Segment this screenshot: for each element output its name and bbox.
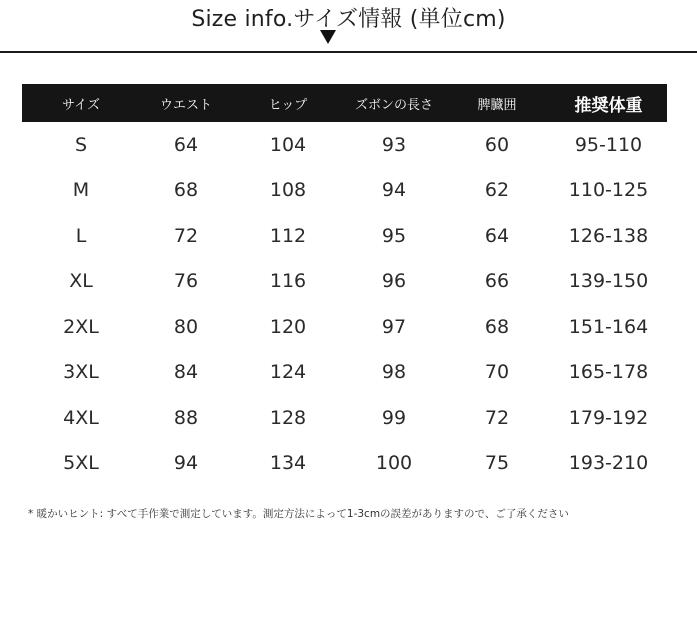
- table-cell: 68: [173, 179, 199, 202]
- table-cell: 64: [484, 224, 510, 247]
- table-row: [22, 122, 667, 168]
- table-cell: 75: [484, 452, 510, 475]
- table-cell: 60: [484, 133, 510, 156]
- table-row: [22, 213, 667, 259]
- table-cell: 72: [173, 224, 199, 247]
- table-cell: 124: [269, 361, 307, 384]
- header-waist: ウエスト: [159, 97, 212, 113]
- table-cell: 165-178: [568, 361, 649, 384]
- table-cell: 95: [381, 224, 407, 247]
- table-cell: 126-138: [568, 224, 649, 247]
- table-row: [22, 441, 667, 487]
- table-cell: 4XL: [63, 406, 99, 429]
- table-row: [22, 395, 667, 441]
- table-cell: 128: [269, 406, 307, 429]
- table-cell: L: [75, 224, 87, 247]
- table-cell: 96: [381, 270, 407, 293]
- table-cell: 76: [173, 270, 199, 293]
- table-body: [22, 122, 667, 486]
- table-row: [22, 168, 667, 214]
- table-cell: XL: [69, 270, 93, 293]
- table-cell: 88: [173, 406, 199, 429]
- table-cell: 112: [269, 224, 307, 247]
- table-cell: 108: [269, 179, 307, 202]
- table-cell: 97: [381, 315, 407, 338]
- table-cell: 110-125: [568, 179, 649, 202]
- table-cell: 70: [484, 361, 510, 384]
- size-table: [22, 84, 667, 486]
- table-row: [22, 304, 667, 350]
- table-cell: 134: [269, 452, 307, 475]
- table-cell: 120: [269, 315, 307, 338]
- table-cell: 72: [484, 406, 510, 429]
- header-hip: ヒップ: [268, 97, 308, 113]
- table-cell: 3XL: [63, 361, 99, 384]
- header-thigh: 脾臓囲: [477, 97, 517, 113]
- table-cell: 151-164: [568, 315, 649, 338]
- table-cell: 104: [269, 133, 307, 156]
- table-row: [22, 350, 667, 396]
- table-cell: 64: [173, 133, 199, 156]
- table-cell: 62: [484, 179, 510, 202]
- table-cell: 80: [173, 315, 199, 338]
- table-cell: M: [72, 179, 90, 202]
- table-cell: 2XL: [63, 315, 99, 338]
- table-cell: 94: [381, 179, 407, 202]
- footnote: * 暖かいヒント: すべて手作業で測定しています。測定方法によって1-3cmの誤差がありますので、ご了承ください: [28, 508, 569, 520]
- page-title: Size info.サイズ情報 (単位cm): [191, 7, 506, 32]
- table-cell: 68: [484, 315, 510, 338]
- table-cell: 100: [375, 452, 413, 475]
- table-cell: 5XL: [63, 452, 99, 475]
- table-cell: 116: [269, 270, 307, 293]
- table-cell: 84: [173, 361, 199, 384]
- divider: [0, 51, 697, 53]
- table-cell: 94: [173, 452, 199, 475]
- table-header: [22, 84, 667, 122]
- header-pants-length: ズボンの長さ: [354, 97, 433, 113]
- header-recommended-weight: 推奨体重: [574, 95, 643, 116]
- table-cell: 139-150: [568, 270, 649, 293]
- table-cell: 93: [381, 133, 407, 156]
- table-cell: 95-110: [574, 133, 643, 156]
- table-cell: 179-192: [568, 406, 649, 429]
- table-cell: 193-210: [568, 452, 649, 475]
- down-arrow-icon: [320, 30, 336, 44]
- table-cell: 98: [381, 361, 407, 384]
- table-row: [22, 259, 667, 305]
- table-cell: 99: [381, 406, 407, 429]
- table-cell: S: [74, 133, 88, 156]
- table-cell: 66: [484, 270, 510, 293]
- header-size: サイズ: [62, 97, 100, 113]
